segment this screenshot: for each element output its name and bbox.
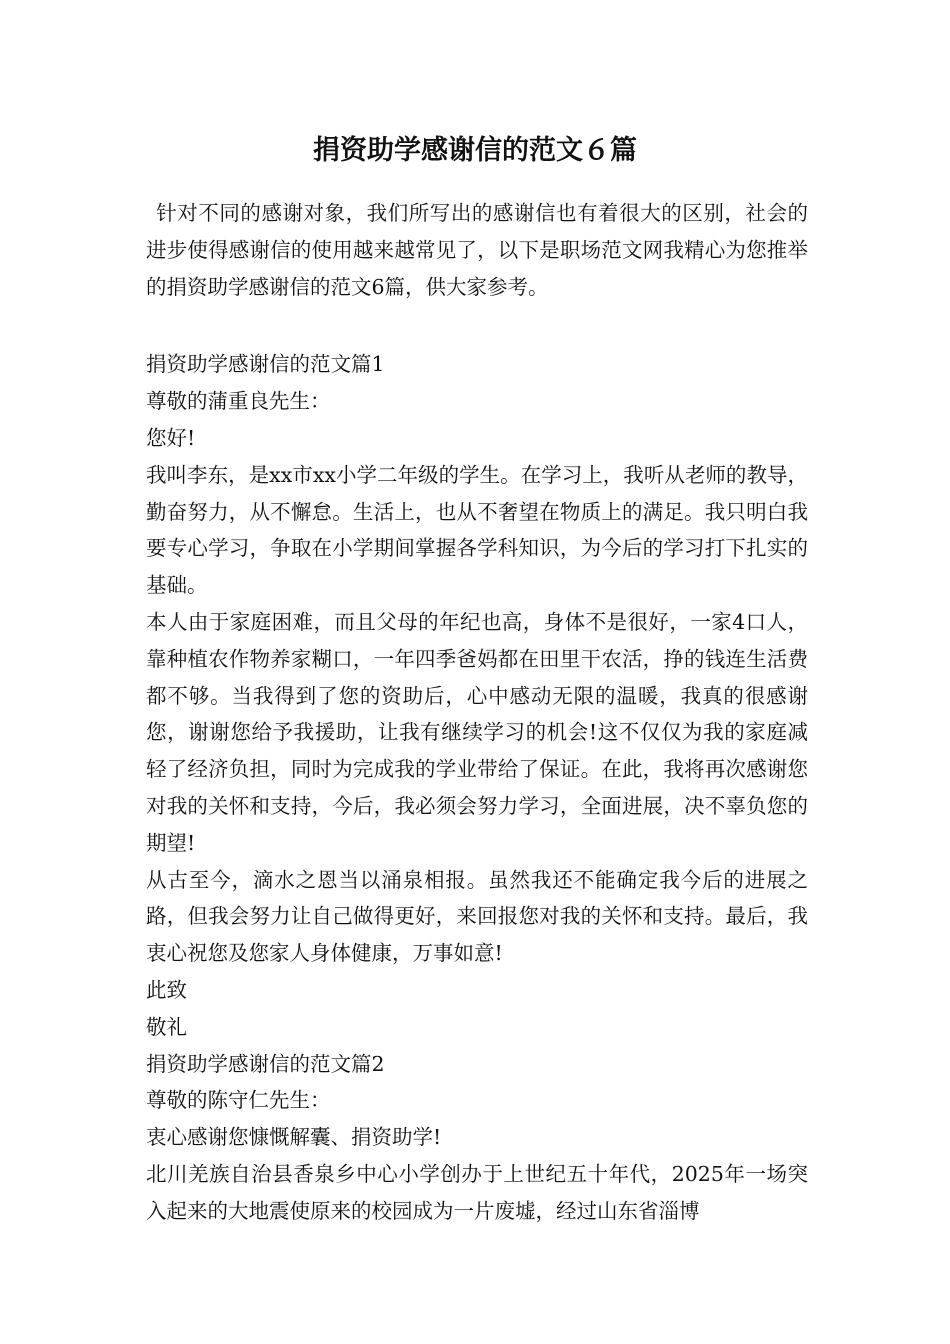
letter2-salutation: 尊敬的陈守仁先生： xyxy=(146,1088,331,1113)
letter1-salutation: 尊敬的蒲重良先生： xyxy=(146,389,331,414)
intro-paragraph: 针对不同的感谢对象，我们所写出的感谢信也有着很大的区别，社会的进步使得感谢信的使用越来越常见了，以下是职场范文网我精心为您推举的捐资助学感谢信的范文6篇，供大家参考。 xyxy=(146,201,808,299)
letter1-heading: 捐资助学感谢信的范文篇1 xyxy=(146,352,385,377)
letter2-thanks-line: 衷心感谢您慷慨解囊、捐资助学! xyxy=(146,1125,442,1150)
paragraph-gap xyxy=(146,305,808,346)
letter2-paragraph: 北川羌族自治县香泉乡中心小学创办于上世纪五十年代，2025年一场突入起来的大地震使原来的校园成为一片废墟，经过山东省淄博 xyxy=(146,1161,808,1223)
letter2-heading: 捐资助学感谢信的范文篇2 xyxy=(146,1051,385,1076)
letter1-paragraph: 我叫李东，是xx市xx小学二年级的学生。在学习上，我听从老师的教导，勤奋努力，从不懈怠。生活上，也从不奢望在物质上的满足。我只明白我要专心学习，争取在小学期间掌握各学科知识，为今后的学习打下扎实的基础。 xyxy=(146,462,808,598)
letter1-closing: 此致 xyxy=(146,977,187,1002)
document-body xyxy=(146,195,808,1230)
letter1-greeting: 您好! xyxy=(146,425,196,450)
page-title: 捐资助学感谢信的范文６篇 xyxy=(313,135,637,166)
letter1-regards: 敬礼 xyxy=(146,1014,187,1039)
letter1-paragraph: 本人由于家庭困难，而且父母的年纪也高，身体不是很好，一家4口人，靠种植农作物养家糊口，一年四季爸妈都在田里干农活，挣的钱连生活费都不够。当我得到了您的资助后，心中感动无限的温暖，我真的很感谢您，谢谢您给予我援助，让我有继续学习的机会!这不仅仅为我的家庭减轻了经济负担，同时为完成我的学业带给了保证。在此，我将再次感谢您对我的关怀和支持，今后，我必须会努力学习，全面进展，决不辜负您的期望! xyxy=(146,609,808,855)
letter1-paragraph: 从古至今，滴水之恩当以涌泉相报。虽然我还不能确定我今后的进展之路，但我会努力让自己做得更好，来回报您对我的关怀和支持。最后，我衷心祝您及您家人身体健康，万事如意! xyxy=(146,867,808,966)
